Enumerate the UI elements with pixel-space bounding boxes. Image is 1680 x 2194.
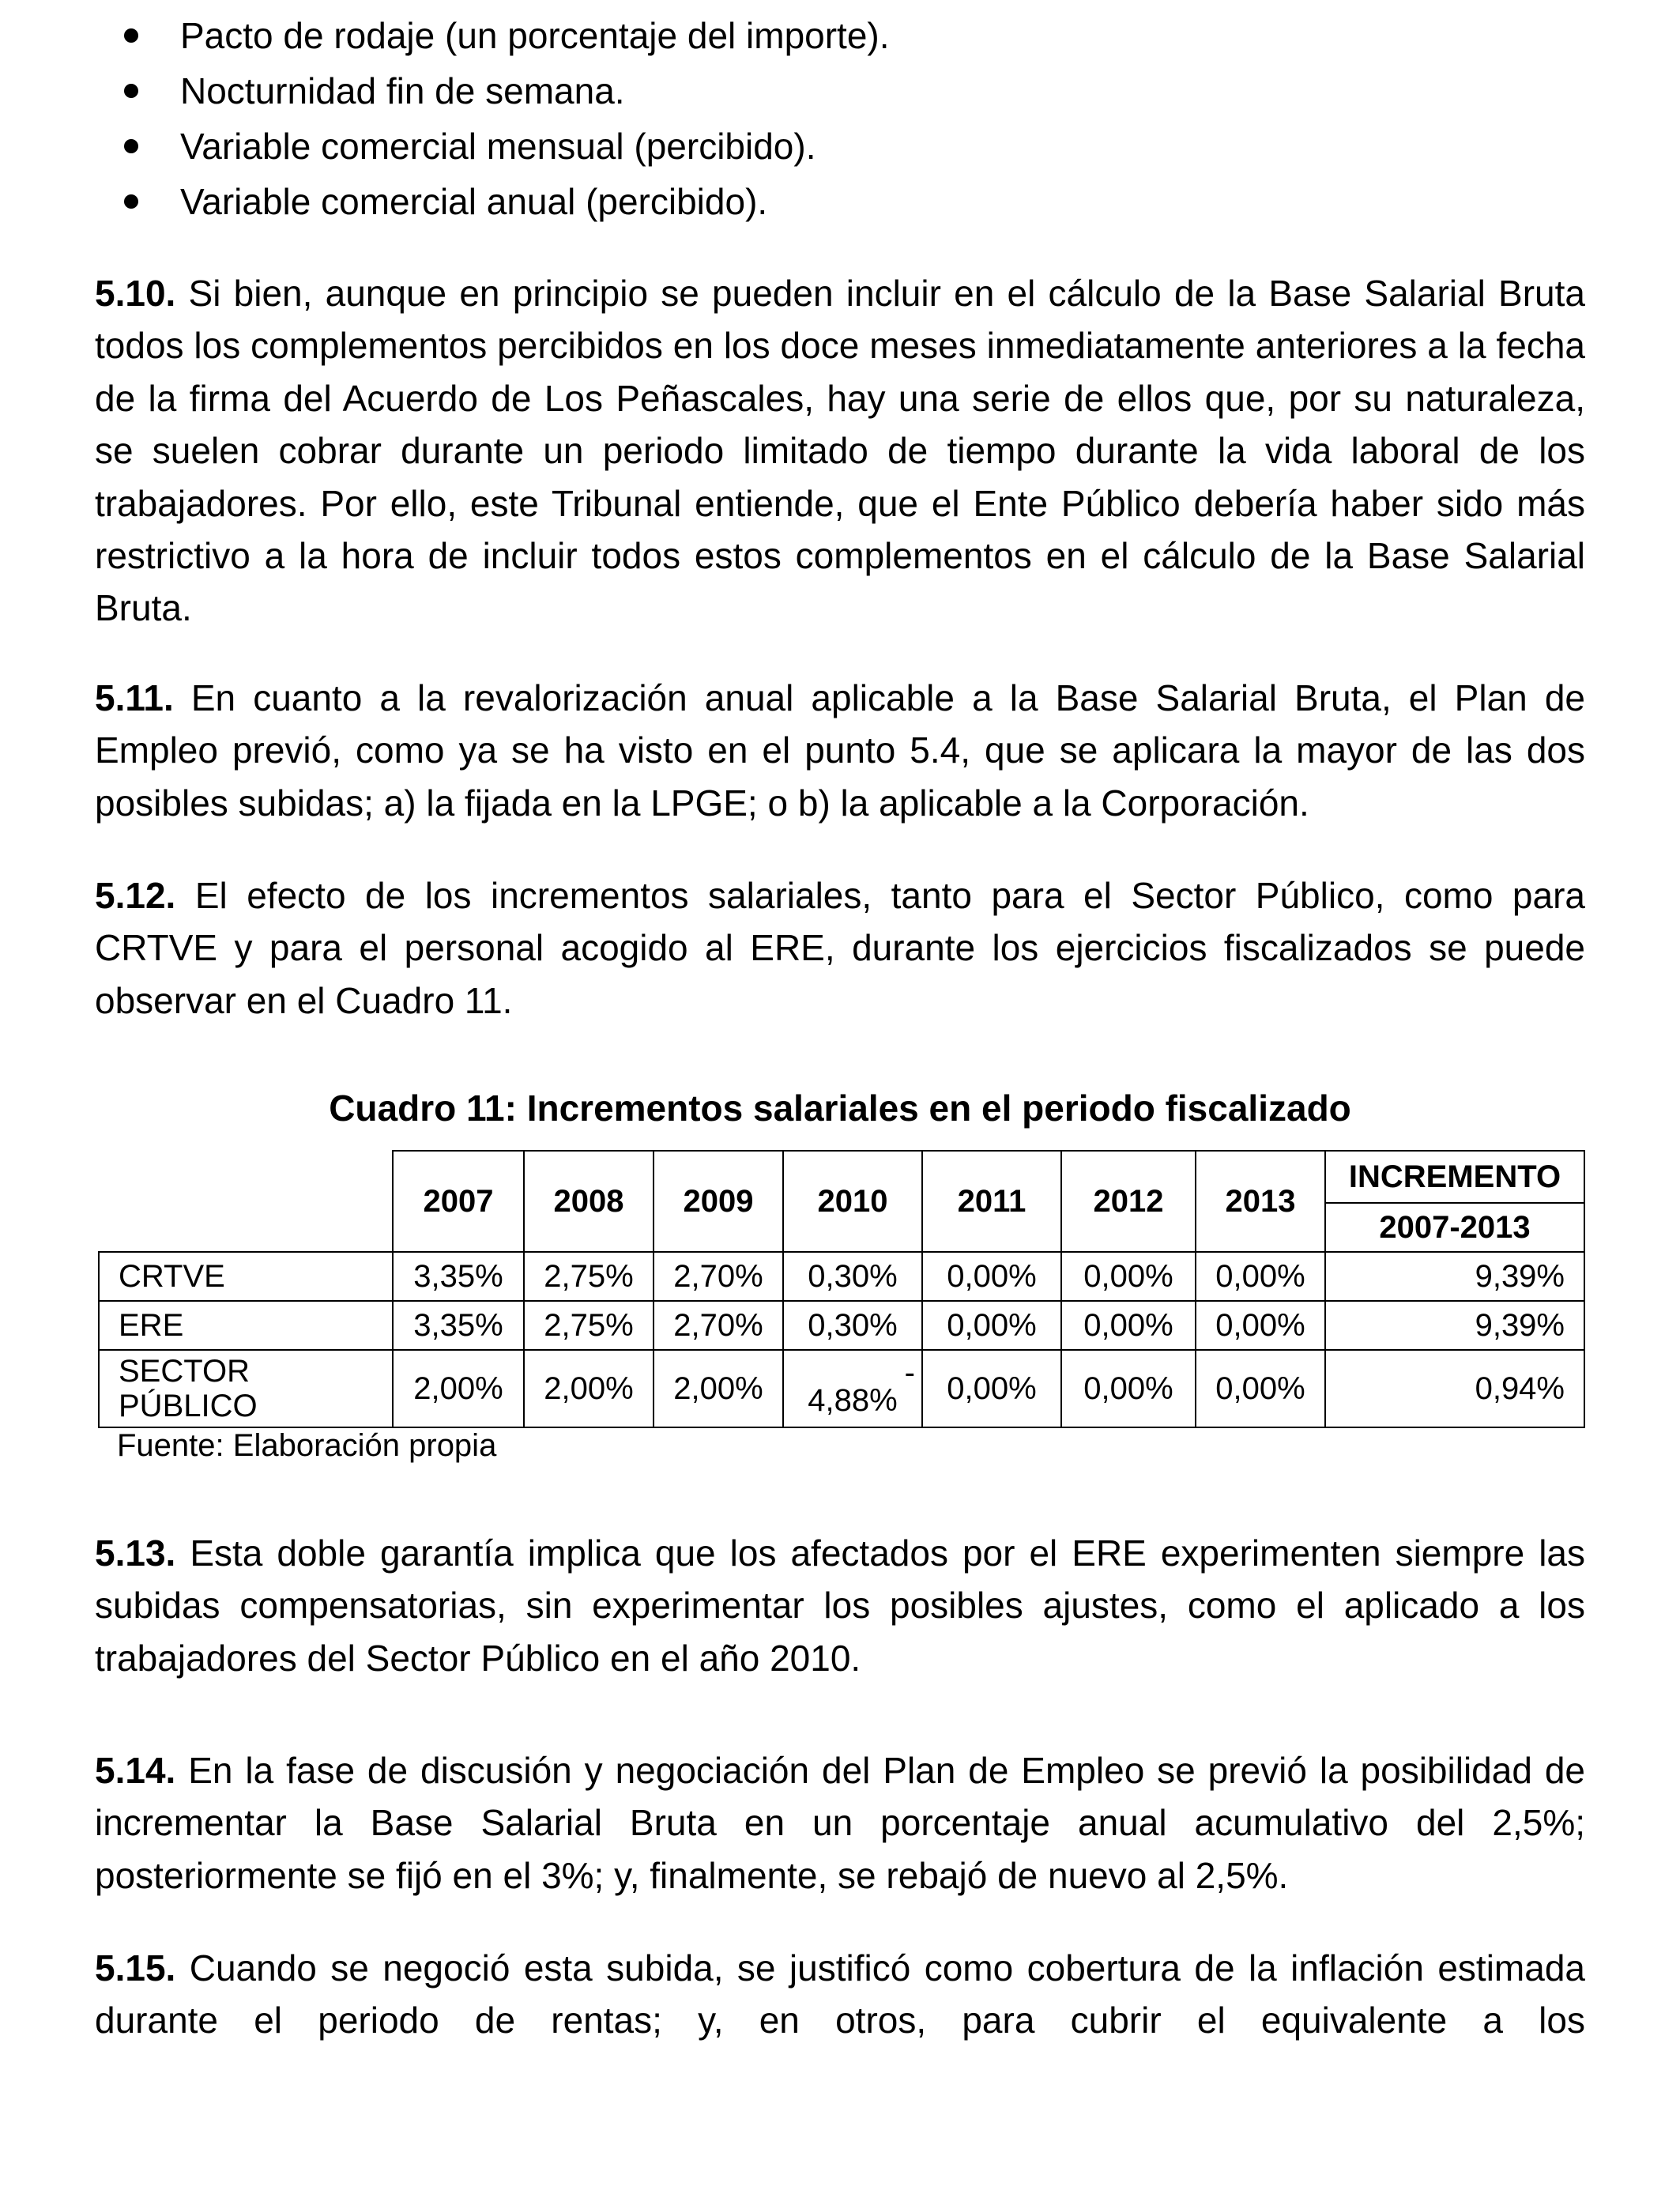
- table-cell: 0,30%: [783, 1301, 922, 1350]
- table-cell: 0,00%: [1196, 1301, 1325, 1350]
- paragraph-text: En la fase de discusión y negociación del Plan de Empleo se previó la posibilidad de incrementar la Base Salarial Bruta en un porcentaje anual acumulativo del 2,5%; posteriormente se fijó en el 3%; y, finalmente, se rebajó de nuevo al 2,5%.: [95, 1750, 1585, 1896]
- paragraph-number: 5.15.: [95, 1947, 176, 1989]
- paragraph-5-13: [95, 1527, 1585, 1684]
- paragraph-text: Esta doble garantía implica que los afectados por el ERE experimenten siempre las subidas compensatorias, sin experimentar los posibles ajustes, como el aplicado a los trabajadores del Sector Público en el año 2010.: [95, 1532, 1585, 1679]
- list-item-text: Nocturnidad fin de semana.: [180, 70, 625, 111]
- table-cell: 2,75%: [524, 1252, 654, 1301]
- table-cell: 0,00%: [922, 1350, 1061, 1427]
- column-header: 2008: [524, 1151, 654, 1252]
- paragraph-5-10: [95, 267, 1585, 635]
- table-title: Cuadro 11: Incrementos salariales en el periodo fiscalizado: [329, 1088, 1351, 1129]
- row-label: CRTVE: [99, 1252, 393, 1301]
- paragraph-text: En cuanto a la revalorización anual aplicable a la Base Salarial Bruta, el Plan de Empleo previó, como ya se ha visto en el punto 5.4, que se aplicara la mayor de las dos posibles subidas; a) la fijada en la LPGE; o b) la aplicable a la Corporación.: [95, 677, 1585, 824]
- list-item-text: Variable comercial anual (percibido).: [180, 181, 768, 222]
- table-corner-cell: [99, 1151, 393, 1252]
- total-cell: 0,94%: [1325, 1350, 1584, 1427]
- paragraph-5-11: [95, 672, 1585, 829]
- table-cell: 0,00%: [922, 1301, 1061, 1350]
- table-cell: 2,00%: [654, 1350, 783, 1427]
- complements-bullet-list: [95, 8, 1596, 229]
- paragraph-text: Cuando se negoció esta subida, se justificó como cobertura de la inflación estimada durante el periodo de rentas; y, en otros, para cubrir el equivalente a los: [95, 1947, 1585, 2041]
- list-item: [95, 174, 1596, 229]
- table-cell: 0,30%: [783, 1252, 922, 1301]
- paragraph-text: Si bien, aunque en principio se pueden incluir en el cálculo de la Base Salarial Bruta todos los complementos percibidos en los doce meses inmediatamente anteriores a la fecha de la firma del Acuerdo de Los Peñascales, hay una serie de ellos que, por su naturaleza, se suelen cobrar durante un periodo limitado de tiempo durante la vida laboral de los trabajadores. Por ello, este Tribunal entiende, que el Ente Público debería haber sido más restrictivo a la hora de incluir todos estos complementos en el cálculo de la Base Salarial Bruta.: [95, 273, 1585, 629]
- paragraph-5-12: [95, 869, 1585, 1027]
- increment-header: INCREMENTO: [1325, 1151, 1584, 1203]
- row-label-line: PÚBLICO: [119, 1389, 258, 1423]
- bullet-icon: [124, 84, 138, 98]
- paragraph-5-15: [95, 1942, 1585, 2047]
- bullet-icon: [124, 194, 138, 209]
- table-row: [99, 1301, 1584, 1350]
- paragraph-number: 5.12.: [95, 875, 176, 916]
- table-cell: 0,00%: [1196, 1252, 1325, 1301]
- salary-increments-table: [98, 1150, 1585, 1428]
- table-source-note: Fuente: Elaboración propia: [117, 1428, 497, 1463]
- paragraph-number: 5.14.: [95, 1750, 176, 1791]
- list-item-text: Pacto de rodaje (un porcentaje del importe).: [180, 15, 890, 56]
- bullet-icon: [124, 28, 138, 43]
- table-row: [99, 1350, 1584, 1427]
- table-cell: 0,00%: [1061, 1301, 1196, 1350]
- total-cell: 9,39%: [1325, 1252, 1584, 1301]
- table-cell: 3,35%: [393, 1252, 524, 1301]
- table-cell: 3,35%: [393, 1301, 524, 1350]
- column-header: 2009: [654, 1151, 783, 1252]
- row-label: [99, 1350, 393, 1427]
- table-cell-negative: [783, 1350, 922, 1427]
- column-header: 2013: [1196, 1151, 1325, 1252]
- table-cell: 0,00%: [922, 1252, 1061, 1301]
- total-cell: 9,39%: [1325, 1301, 1584, 1350]
- increment-range-header: 2007-2013: [1325, 1203, 1584, 1252]
- list-item: [95, 8, 1596, 63]
- paragraph-number: 5.11.: [95, 677, 174, 718]
- list-item: [95, 63, 1596, 119]
- column-header: 2011: [922, 1151, 1061, 1252]
- paragraph-text: El efecto de los incrementos salariales, tanto para el Sector Público, como para CRTVE y para el personal acogido al ERE, durante los ejercicios fiscalizados se puede observar en el Cuadro 11.: [95, 875, 1585, 1021]
- paragraph-number: 5.10.: [95, 273, 176, 314]
- list-item-text: Variable comercial mensual (percibido).: [180, 126, 816, 167]
- table-cell: 0,00%: [1196, 1350, 1325, 1427]
- table-cell: 2,70%: [654, 1252, 783, 1301]
- row-label: ERE: [99, 1301, 393, 1350]
- table-cell: 2,00%: [524, 1350, 654, 1427]
- paragraph-5-14: [95, 1744, 1585, 1902]
- table-cell: 2,70%: [654, 1301, 783, 1350]
- column-header: 2012: [1061, 1151, 1196, 1252]
- column-header: 2007: [393, 1151, 524, 1252]
- negative-sign: -: [904, 1355, 915, 1390]
- table-cell: 0,00%: [1061, 1350, 1196, 1427]
- list-item: [95, 119, 1596, 174]
- bullet-icon: [124, 139, 138, 153]
- table-cell: 2,75%: [524, 1301, 654, 1350]
- row-label-line: SECTOR: [119, 1354, 250, 1389]
- paragraph-number: 5.13.: [95, 1532, 176, 1574]
- table-header-row: [99, 1151, 1584, 1203]
- column-header: 2010: [783, 1151, 922, 1252]
- table-cell: 0,00%: [1061, 1252, 1196, 1301]
- table-cell: 2,00%: [393, 1350, 524, 1427]
- table-row: [99, 1252, 1584, 1301]
- negative-value: 4,88%: [808, 1383, 898, 1418]
